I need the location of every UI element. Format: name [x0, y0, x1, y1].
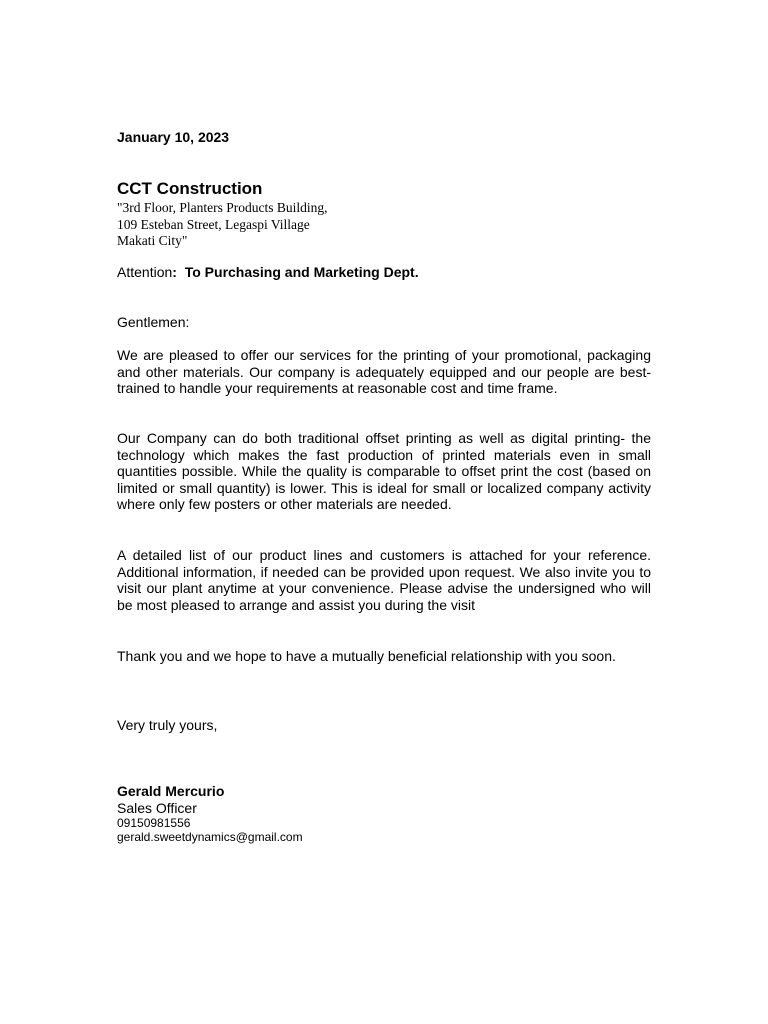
- body-paragraph: Our Company can do both traditional offset printing as well as digital printing- the technology which makes the fast production of printed materials even in small quantities possible. While the quality is comparable to offset print the cost (based on limited or small quantity) is lower. This is ideal for small or localized company activity where only few posters or other materials are needed.: [117, 430, 651, 513]
- body-paragraph: A detailed list of our product lines and customers is attached for your reference. Additional information, if needed can be provided upon request. We also invite you to visit our plant anytime at your convenience. Please advise the undersigned who will be most pleased to arrange and assist you during the visit: [117, 547, 651, 613]
- signatory-phone: 09150981556: [117, 816, 191, 830]
- signatory-email: gerald.sweetdynamics@gmail.com: [117, 830, 303, 844]
- body-paragraph: Thank you and we hope to have a mutually beneficial relationship with you soon.: [117, 648, 616, 664]
- letter-date: January 10, 2023: [117, 129, 230, 145]
- attention-department: To Purchasing and Marketing Dept.: [184, 264, 419, 280]
- body-paragraph: We are pleased to offer our services for the printing of your promotional, packaging and other materials. Our company is adequately equipped and our people are best-trained to handle your requirements at reasonable cost and time frame.: [117, 347, 651, 397]
- closing: Very truly yours,: [117, 717, 218, 733]
- salutation: Gentlemen:: [117, 314, 190, 330]
- recipient-company: CCT Construction: [117, 179, 263, 198]
- recipient-address: [117, 200, 327, 250]
- address-line: 109 Esteban Street, Legaspi Village: [117, 216, 310, 232]
- signatory-name: Gerald Mercurio: [117, 783, 225, 799]
- attention-colon: :: [172, 264, 177, 280]
- attention-line: [117, 263, 419, 281]
- signatory-title: Sales Officer: [117, 800, 197, 816]
- address-line: Makati City": [117, 233, 188, 248]
- address-line: "3rd Floor, Planters Products Building,: [117, 200, 328, 215]
- attention-label: Attention: [117, 264, 173, 280]
